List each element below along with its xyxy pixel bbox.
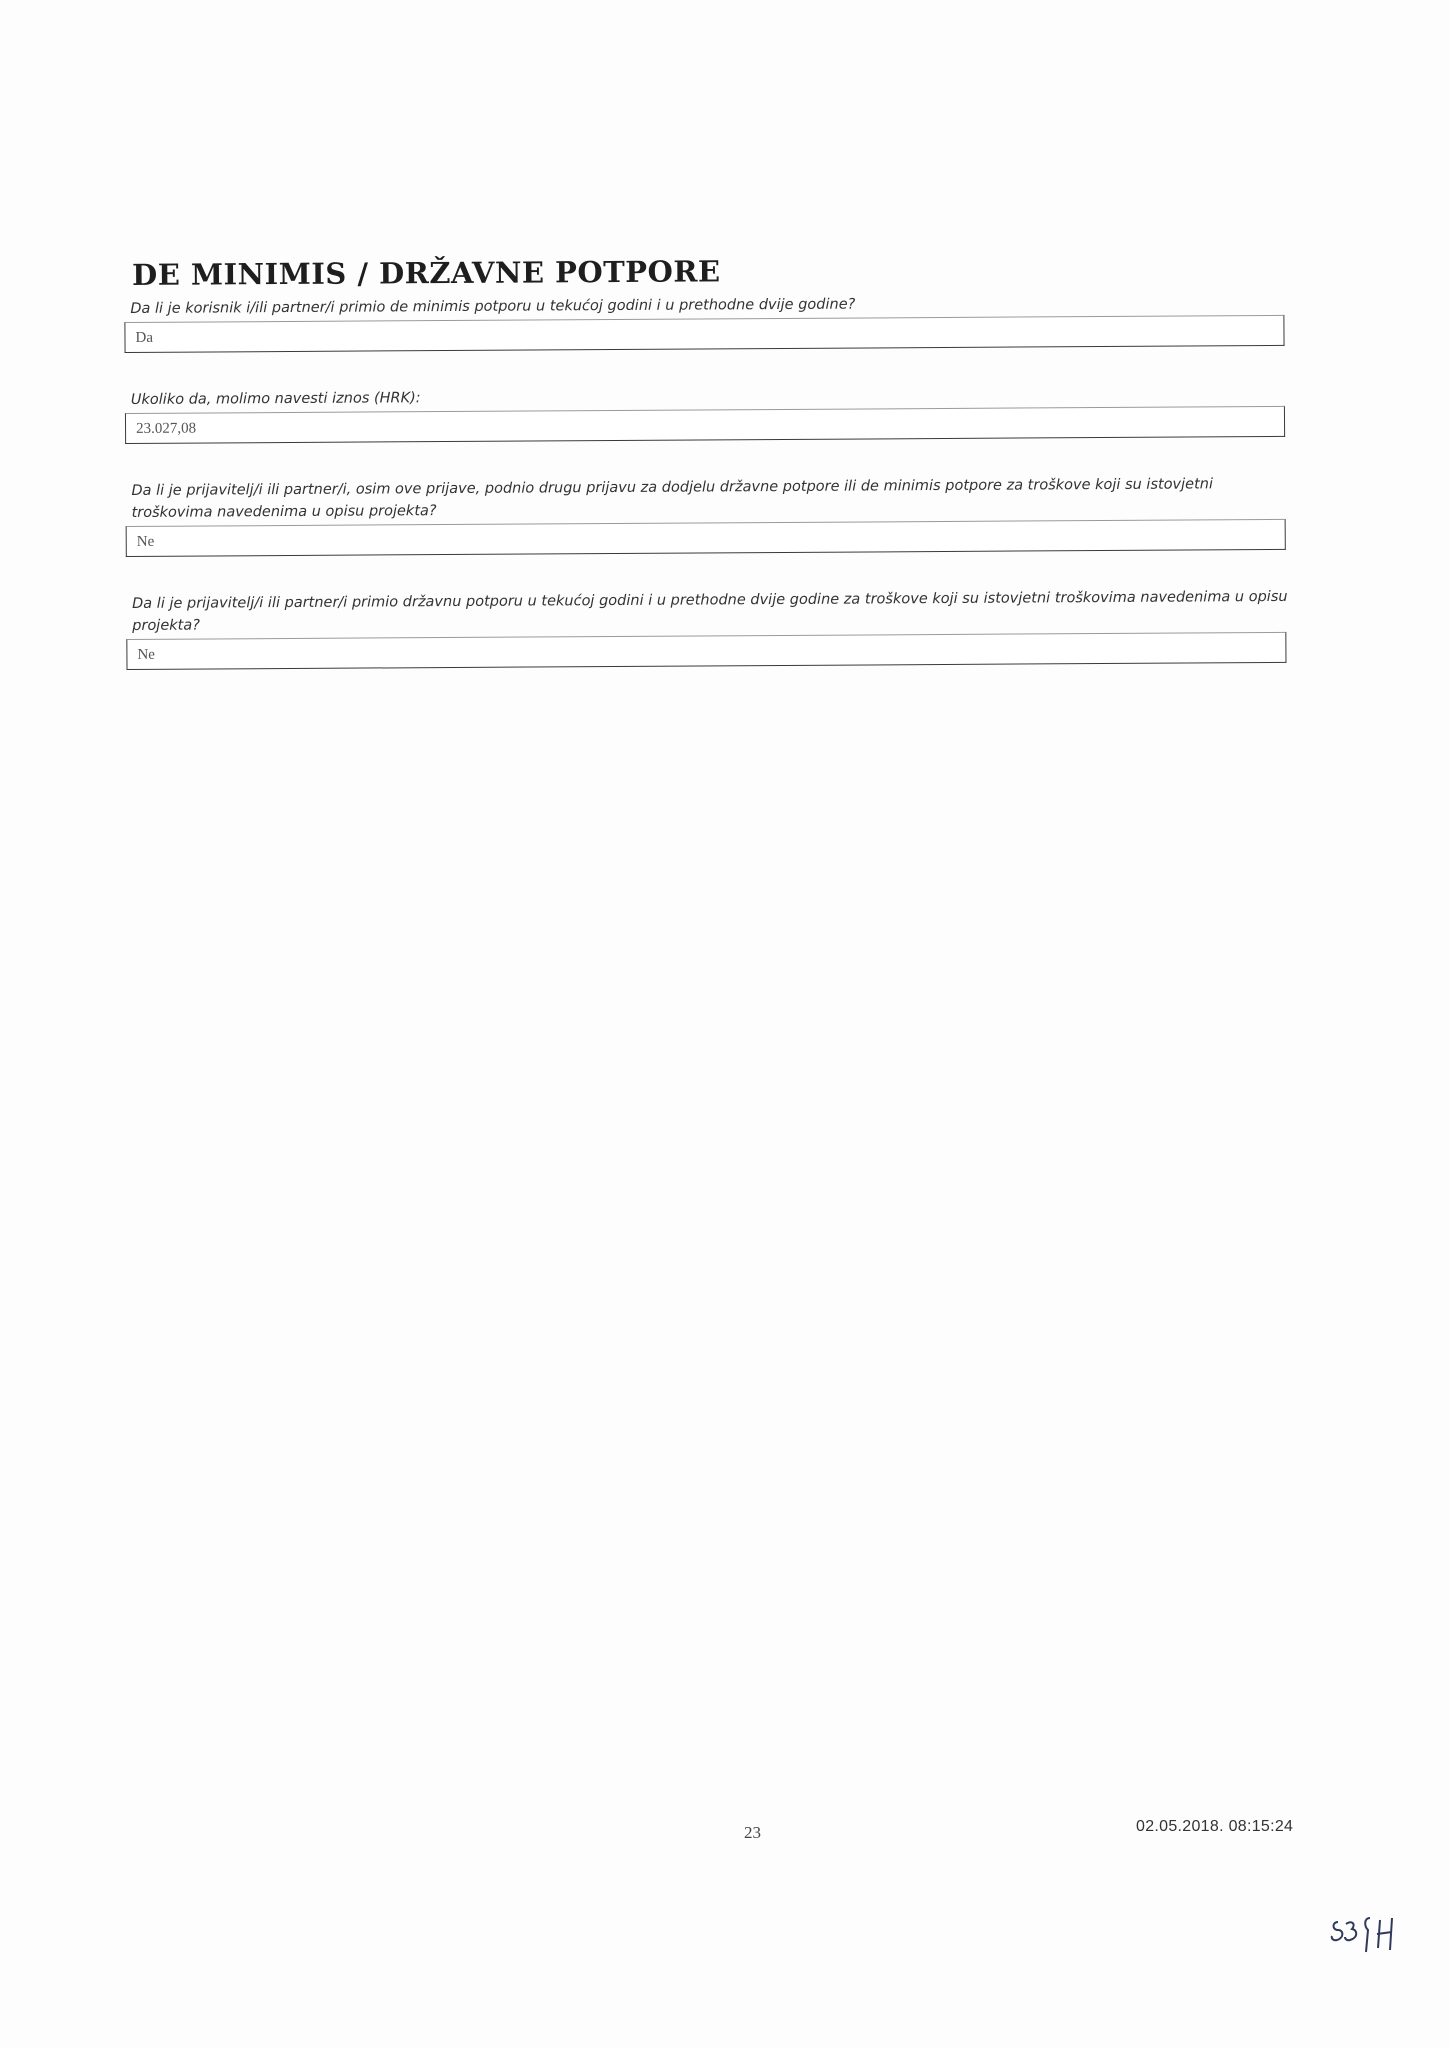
answer-value: 23.027,08 bbox=[135, 420, 197, 437]
question-block bbox=[125, 382, 1290, 444]
answer-field bbox=[126, 519, 1286, 557]
question-label: Da li je korisnik i/ili partner/i primio de minimis potporu u tekućoj godini i u prethodne dvije godine? bbox=[130, 296, 856, 317]
question-block bbox=[126, 586, 1291, 670]
answer-field bbox=[126, 632, 1286, 670]
handwritten-page-mark bbox=[1328, 1912, 1400, 1956]
answer-value: Da bbox=[135, 329, 154, 346]
page-number: 23 bbox=[744, 1823, 761, 1842]
section-title: DE MINIMIS / DRŽAVNE POTPORE bbox=[131, 254, 721, 292]
question-label: Da li je prijavitelj/i ili partner/i, osim ove prijave, podnio drugu prijavu za dodjelu državne potpore ili de minimis potpore za troškove koji su istovjetni troškovima navedenima u opisu projekta? bbox=[131, 476, 1214, 521]
print-timestamp: 02.05.2018. 08:15:24 bbox=[1136, 1818, 1294, 1835]
answer-value: Ne bbox=[136, 533, 155, 550]
answer-field bbox=[124, 315, 1284, 353]
question-block bbox=[124, 291, 1289, 353]
question-block bbox=[125, 473, 1290, 557]
question-label: Ukoliko da, molimo navesti iznos (HRK): bbox=[130, 390, 421, 408]
form-section bbox=[124, 251, 1292, 706]
question-label: Da li je prijavitelj/i ili partner/i primio državnu potporu u tekućoj godini i u prethodne dvije godine za troškove koji su istovjetni troškovima navedenima u opisu projekta? bbox=[132, 588, 1288, 634]
answer-value: Ne bbox=[137, 646, 155, 663]
answer-field bbox=[125, 406, 1285, 444]
